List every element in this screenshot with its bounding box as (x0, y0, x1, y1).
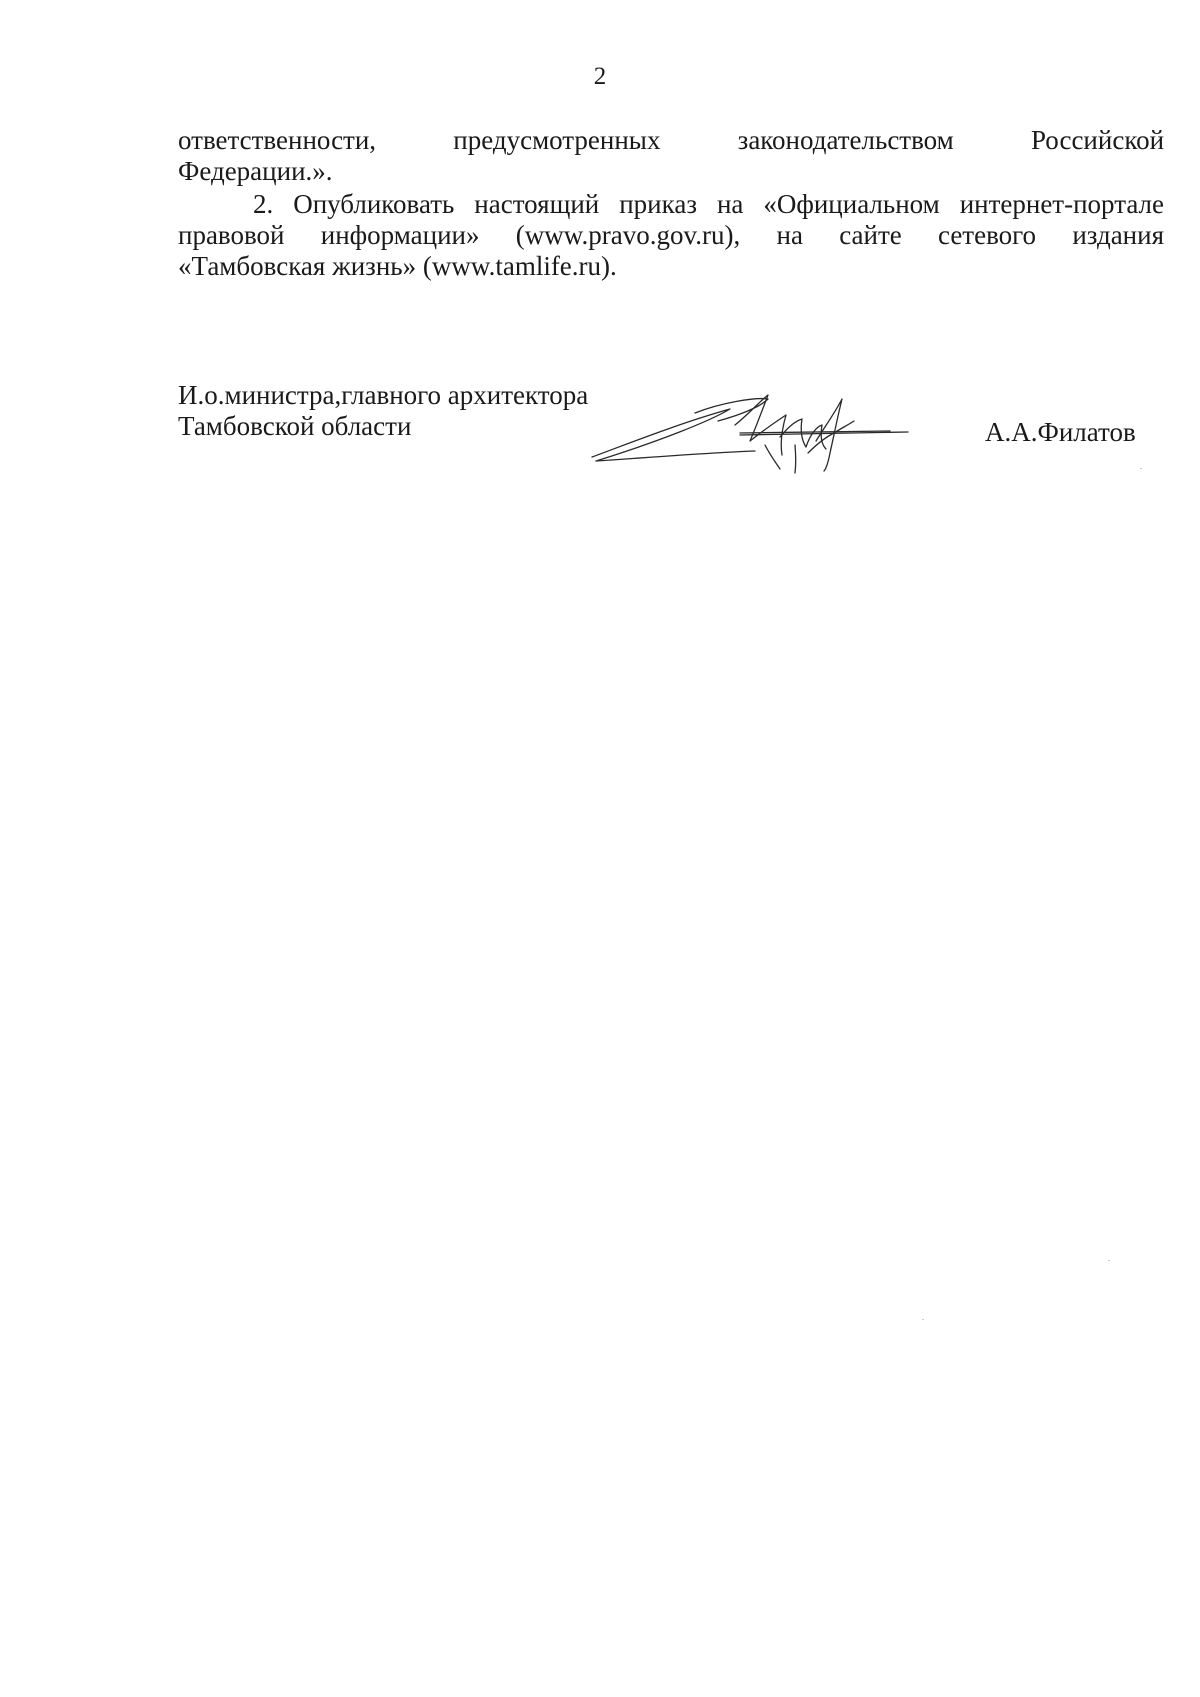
signer-name: А.А.Филатов (985, 417, 1136, 447)
page-number: 2 (593, 63, 607, 90)
scan-speck (1108, 1260, 1110, 1261)
scan-speck (922, 1319, 924, 1320)
paragraph-line: 2. Опубликовать настоящий приказ на «Официальном интернет-портале (253, 189, 1164, 219)
signer-title-line: И.о.министра,главного архитектора (178, 380, 589, 410)
paragraph-line: «Тамбовская жизнь» (www.tamlife.ru). (178, 251, 617, 281)
paragraph-line (178, 125, 1164, 156)
paragraph-line: правовой информации» (www.pravo.gov.ru), на сайте сетевого издания (178, 220, 1164, 250)
word: предусмотренных (453, 125, 661, 155)
paragraph-continuation (178, 125, 1164, 187)
signer-title (178, 380, 588, 442)
word: ответственности, (178, 125, 377, 155)
signature-image (590, 385, 910, 475)
paragraph-publish (178, 189, 1164, 282)
word: Российской (1030, 125, 1165, 155)
scan-speck (1140, 468, 1142, 469)
word: законодательством (737, 125, 954, 155)
paragraph-line: Федерации.». (178, 156, 333, 186)
signer-title-line: Тамбовской области (178, 411, 412, 441)
